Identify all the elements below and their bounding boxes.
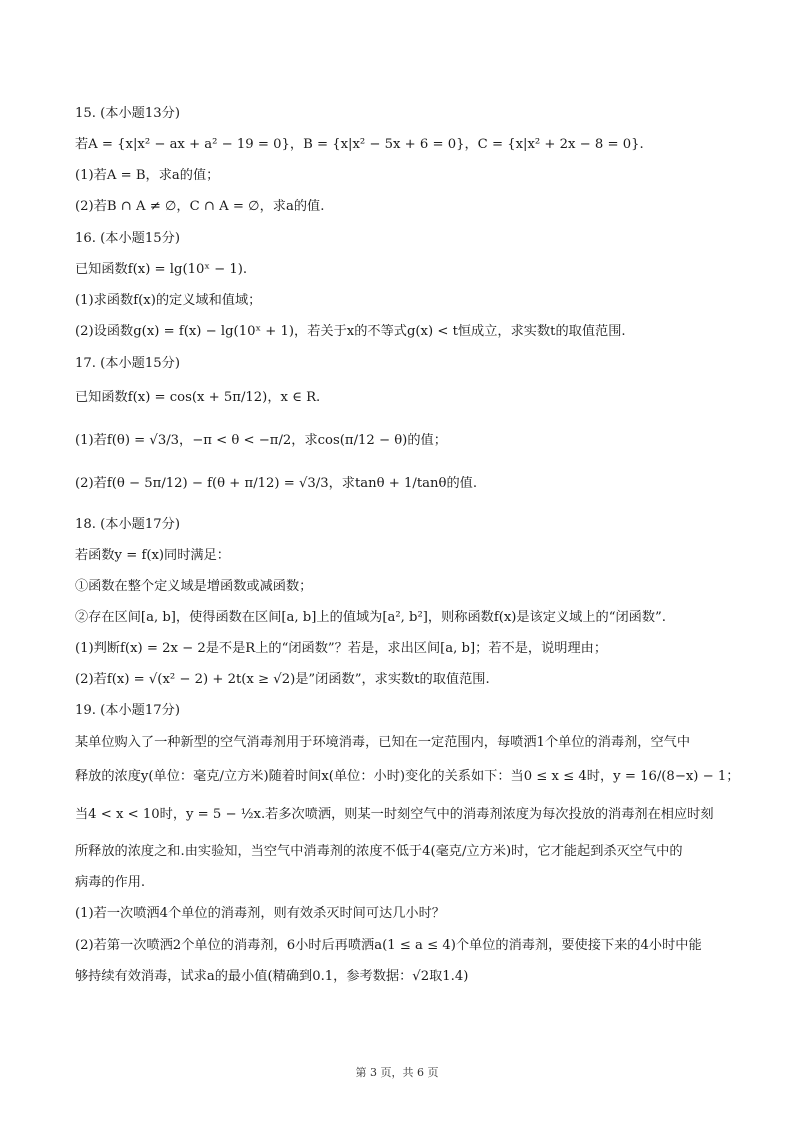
problem-18-heading: 18. (本小题17分)	[75, 517, 180, 532]
problem-16-part-2: (2)设函数g(x) = f(x) − lg(10ˣ + 1)，若关于x的不等式g(x) < t恒成立，求实数t的取值范围.	[75, 324, 626, 339]
problem-16-heading: 16. (本小题15分)	[75, 231, 180, 246]
problem-16-part-1: (1)求函数f(x)的定义域和值域；	[75, 293, 262, 308]
problem-15-part-2: (2)若B ∩ A ≠ ∅，C ∩ A = ∅，求a的值.	[75, 199, 325, 214]
problem-18-part-2: (2)若f(x) = √(x² − 2) + 2t(x ≥ √2)是”闭函数”，求实数t的取值范围.	[75, 672, 490, 687]
problem-18-statement: 若函数y = f(x)同时满足：	[75, 548, 230, 563]
problem-17-part-2: (2)若f(θ − 5π/12) − f(θ + π/12) = √3/3，求tanθ + 1/tanθ的值.	[75, 476, 478, 491]
problem-15-heading: 15. (本小题13分)	[75, 106, 180, 121]
problem-15-statement: 若A = {x|x² − ax + a² − 19 = 0}，B = {x|x² − 5x + 6 = 0}，C = {x|x² + 2x − 8 = 0}.	[75, 137, 644, 152]
problem-19-text-line-3: 当4 < x < 10时，y = 5 − ½x.若多次喷洒，则某一时刻空气中的消毒剂浓度为每次投放的消毒剂在相应时刻	[75, 807, 714, 822]
problem-17-part-1: (1)若f(θ) = √3/3，−π < θ < −π/2，求cos(π/12 − θ)的值；	[75, 433, 447, 448]
problem-16-statement: 已知函数f(x) = lg(10ˣ − 1).	[75, 262, 248, 277]
problem-19-part-2-line-1: (2)若第一次喷洒2个单位的消毒剂，6小时后再喷洒a(1 ≤ a ≤ 4)个单位的消毒剂，要使接下来的4小时中能	[75, 938, 702, 953]
page-footer: 第 3 页，共 6 页	[355, 1066, 439, 1079]
problem-19-part-1: (1)若一次喷洒4个单位的消毒剂，则有效杀灭时间可达几小时？	[75, 906, 445, 921]
problem-19-heading: 19. (本小题17分)	[75, 703, 180, 718]
problem-19-text-line-2: 释放的浓度y(单位：毫克/立方米)随着时间x(单位：小时)变化的关系如下：当0 ≤ x ≤ 4时，y = 16/(8−x) − 1；	[75, 769, 740, 784]
problem-19-text-line-4: 所释放的浓度之和.由实验知，当空气中消毒剂的浓度不低于4(毫克/立方米)时，它才能起到杀灭空气中的	[75, 844, 683, 859]
problem-17-heading: 17. (本小题15分)	[75, 356, 180, 371]
problem-19-part-2-line-2: 够持续有效消毒，试求a的最小值(精确到0.1，参考数据：√2取1.4)	[75, 969, 469, 984]
problem-17-statement: 已知函数f(x) = cos(x + 5π/12)，x ∈ R.	[75, 390, 321, 405]
problem-18-part-1: (1)判断f(x) = 2x − 2是不是R上的“闭函数”？若是，求出区间[a, b]；若不是，说明理由；	[75, 641, 608, 656]
problem-18-condition-1: ①函数在整个定义域是增函数或减函数；	[75, 579, 313, 594]
problem-15-part-1: (1)若A = B，求a的值；	[75, 168, 220, 183]
problem-19-text-line-5: 病毒的作用.	[75, 875, 146, 890]
problem-19-text-line-1: 某单位购入了一种新型的空气消毒剂用于环境消毒，已知在一定范围内，每喷洒1个单位的消毒剂，空气中	[75, 735, 691, 750]
problem-18-condition-2: ②存在区间[a, b]，使得函数在区间[a, b]上的值域为[a², b²]，则称函数f(x)是该定义域上的“闭函数”.	[75, 610, 666, 625]
